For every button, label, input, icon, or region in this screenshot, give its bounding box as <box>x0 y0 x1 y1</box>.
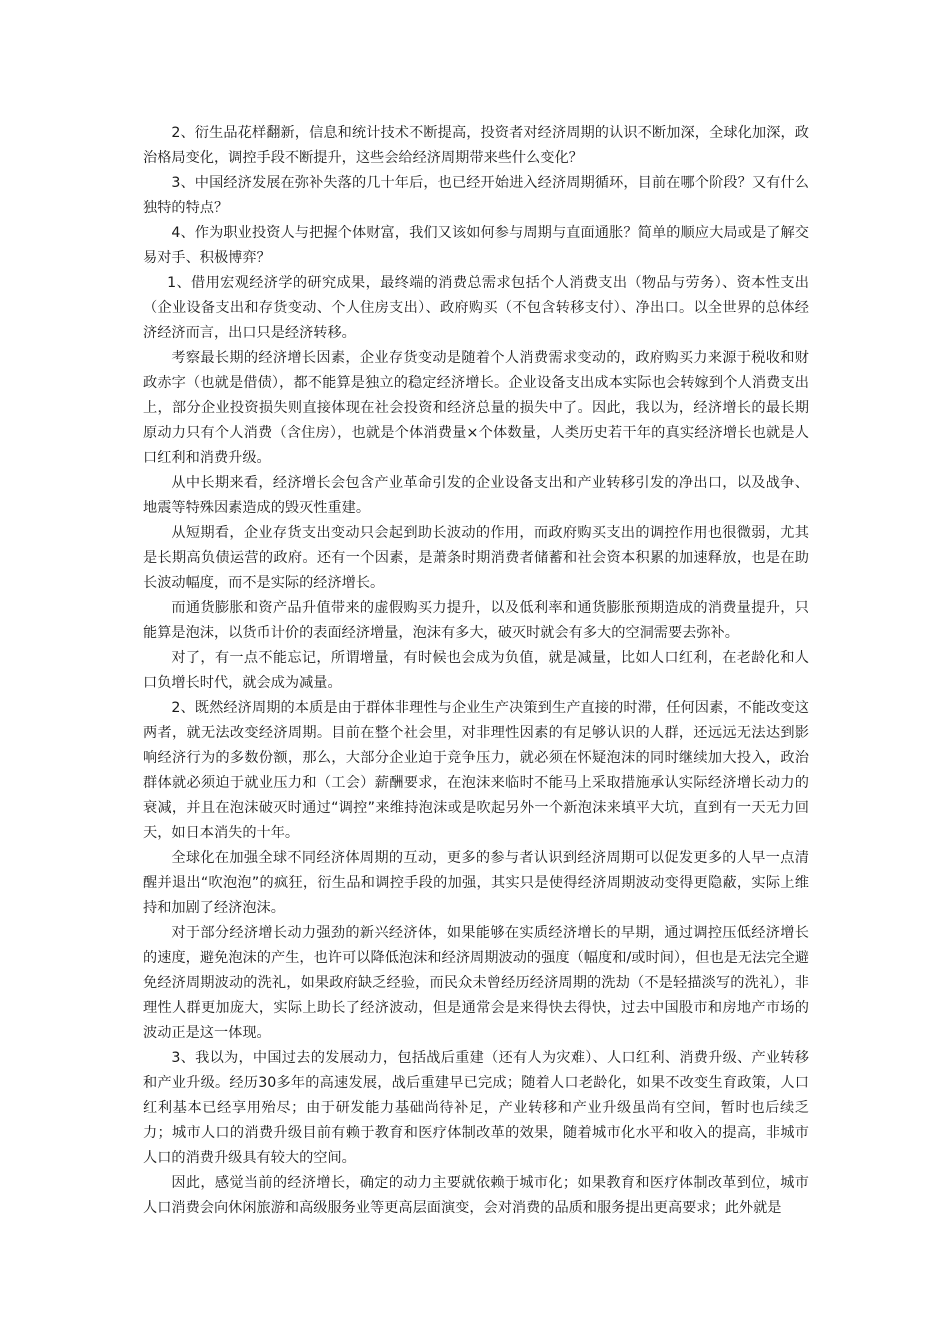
paragraph-short-term-growth: 从短期看，企业存货支出变动只会起到助长波动的作用，而政府购买支出的调控作用也很微弱，尤其是长期高负债运营的政府。还有一个因素，是萧条时期消费者储蓄和社会资本积累的加速释放，也是在助长波动幅度，而不是实际的经济增长。 <box>143 525 809 591</box>
paragraph-long-term-growth: 考察最长期的经济增长因素，企业存货变动是随着个人消费需求变动的，政府购买力来源于税收和财政赤字（也就是借债），都不能算是独立的稳定经济增长。企业设备支出成本实际也会转嫁到个人消费支出上，部分企业投资损失则直接体现在社会投资和经济总量的损失中了。因此，我以为，经济增长的最长期原动力只有个人消费（含住房），也就是个体消费量×个体数量，人类历史若干年的真实经济增长也就是人口红利和消费升级。 <box>143 350 809 466</box>
paragraph-answer-3: 3、我以为，中国过去的发展动力，包括战后重建（还有人为灾难）、人口红利、消费升级、产业转移和产业升级。经历30多年的高速发展，战后重建早已完成；随着人口老龄化，如果不改变生育政策，人口红利基本已经享用殆尽；由于研发能力基础尚待补足，产业转移和产业升级虽尚有空间，暂时也后续乏力；城市人口的消费升级目前有赖于教育和医疗体制改革的效果，随着城市化水平和收入的提高，非城市人口的消费升级具有较大的空间。 <box>143 1050 809 1166</box>
paragraph-bubble: 而通货膨胀和资产品升值带来的虚假购买力提升，以及低利率和通货膨胀预期造成的消费量提升，只能算是泡沫，以货币计价的表面经济增量，泡沫有多大，破灭时就会有多大的空洞需要去弥补。 <box>143 600 809 641</box>
paragraph-question-4: 4、作为职业投资人与把握个体财富，我们又该如何参与周期与直面通胀？简单的顺应大局或是了解交易对手、积极博弈？ <box>143 225 809 266</box>
paragraph-emerging-economies: 对于部分经济增长动力强劲的新兴经济体，如果能够在实质经济增长的早期，通过调控压低经济增长的速度，避免泡沫的产生，也许可以降低泡沫和经济周期波动的强度（幅度和/或时间），但也是无法完全避免经济周期波动的洗礼，如果政府缺乏经验，而民众未曾经历经济周期的洗劫（不是轻描淡写的洗礼），非理性人群更加庞大，实际上助长了经济波动，但是通常会是来得快去得快，过去中国股市和房地产市场的波动正是这一体现。 <box>143 925 809 1041</box>
paragraph-urbanization: 因此，感觉当前的经济增长，确定的动力主要就依赖于城市化；如果教育和医疗体制改革到位，城市人口消费会向休闲旅游和高级服务业等更高层面演变，会对消费的品质和服务提出更高要求；此外就是 <box>143 1175 809 1216</box>
paragraph-answer-1: 1、借用宏观经济学的研究成果，最终端的消费总需求包括个人消费支出（物品与劳务）、资本性支出（企业设备支出和存货变动、个人住房支出）、政府购买（不包含转移支付）、净出口。以全世界的总体经济经济而言，出口只是经济转移。 <box>143 275 809 341</box>
paragraph-question-3: 3、中国经济发展在弥补失落的几十年后，也已经开始进入经济周期循环，目前在哪个阶段？又有什么独特的特点？ <box>143 175 809 216</box>
paragraph-answer-2: 2、既然经济周期的本质是由于群体非理性与企业生产决策到生产直接的时滞，任何因素，不能改变这两者，就无法改变经济周期。目前在整个社会里，对非理性因素的有足够认识的人群，还远远无法达到影响经济行为的多数份额，那么，大部分企业迫于竞争压力，就必须在怀疑泡沫的同时继续加大投入，政治群体就必须迫于就业压力和（工会）薪酬要求，在泡沫来临时不能马上采取措施承认实际经济增长动力的衰减，并且在泡沫破灭时通过“调控”来维持泡沫或是吹起另外一个新泡沫来填平大坑，直到有一天无力回天，如日本消失的十年。 <box>143 700 809 841</box>
paragraph-globalization: 全球化在加强全球不同经济体周期的互动，更多的参与者认识到经济周期可以促发更多的人早一点清醒并退出“吹泡泡”的疯狂，衍生品和调控手段的加强，其实只是使得经济周期波动变得更隐蔽，实际上维持和加剧了经济泡沫。 <box>143 850 809 916</box>
paragraph-question-2: 2、衍生品花样翻新，信息和统计技术不断提高，投资者对经济周期的认识不断加深，全球化加深，政治格局变化，调控手段不断提升，这些会给经济周期带来些什么变化？ <box>143 125 809 166</box>
document-body <box>143 121 809 1221</box>
paragraph-mid-term-growth: 从中长期来看，经济增长会包含产业革命引发的企业设备支出和产业转移引发的净出口，以及战争、地震等特殊因素造成的毁灭性重建。 <box>143 475 809 516</box>
paragraph-negative-increment: 对了，有一点不能忘记，所谓增量，有时候也会成为负值，就是减量，比如人口红利，在老龄化和人口负增长时代，就会成为减量。 <box>143 650 809 691</box>
